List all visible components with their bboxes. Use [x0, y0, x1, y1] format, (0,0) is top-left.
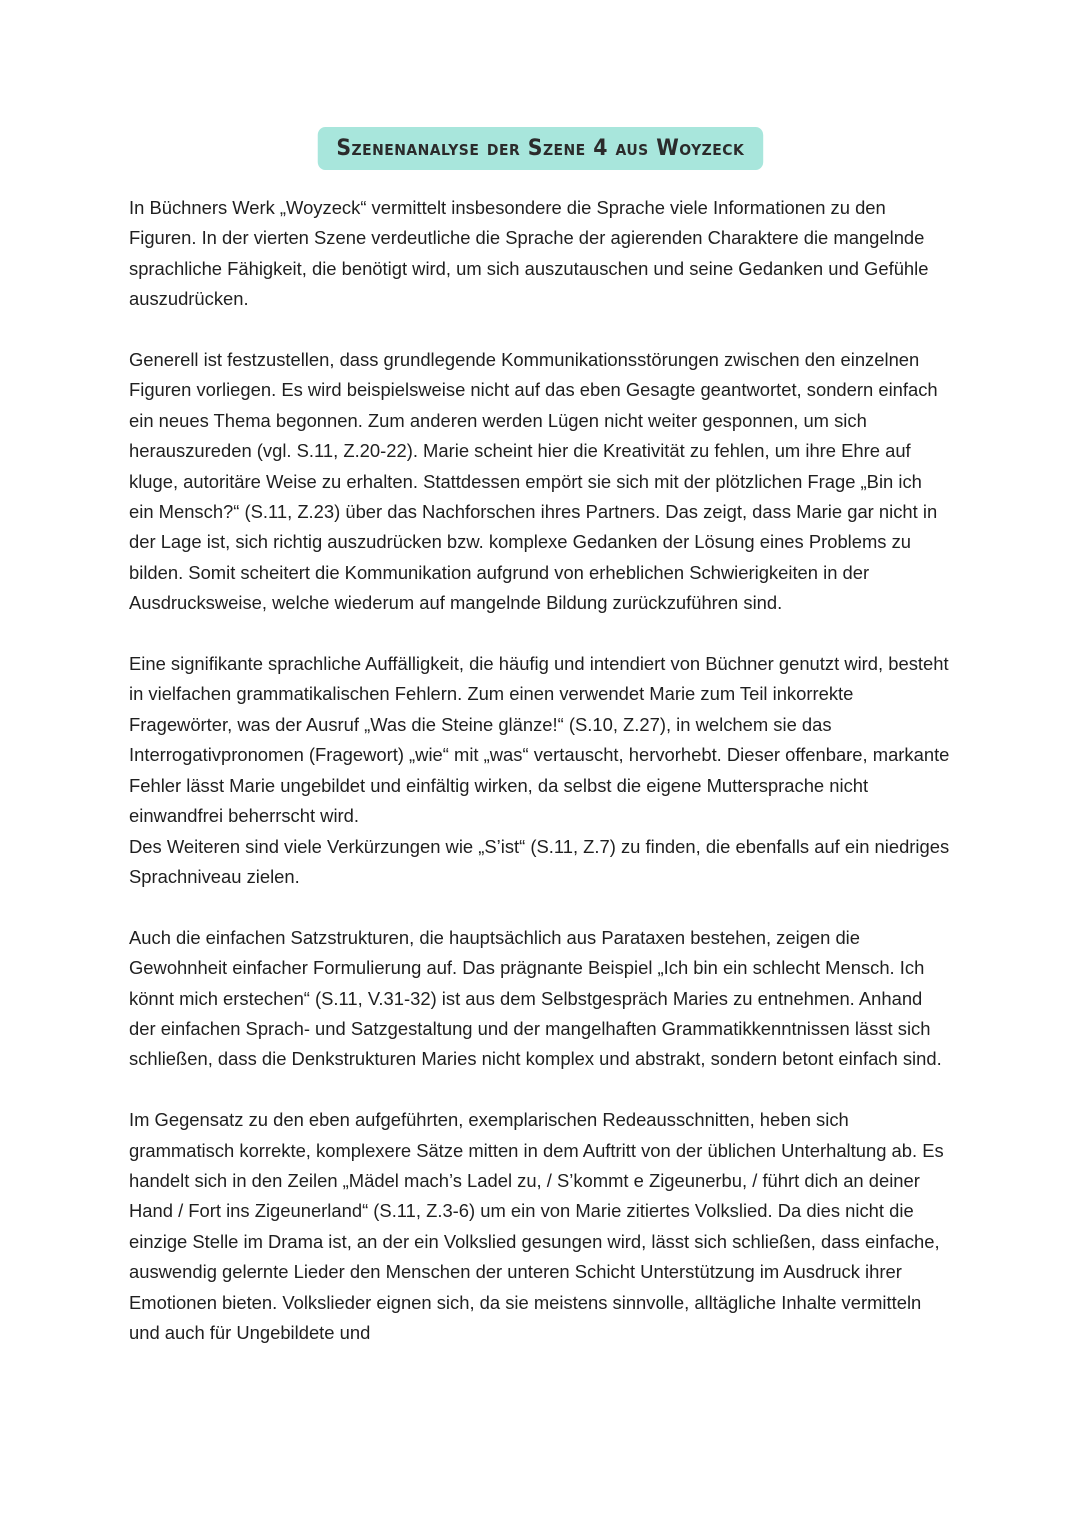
paragraph-communication: Generell ist festzustellen, dass grundlegende Kommunikationsstörungen zwischen den einzelnen Figuren vorliegen. Es wird beispielsweise nicht auf das eben Gesagte geantwortet, sondern einfach ein neues Thema begonnen. Zum anderen werden Lügen nicht weiter gesponnen, um sich herauszureden (vgl. S.11, Z.20-22). Marie scheint hier die Kreativität zu fehlen, um ihre Ehre auf kluge, autoritäre Weise zu erhalten. Stattdessen empört sie sich mit der plötzlichen Frage „Bin ich ein Mensch?“ (S.11, Z.23) über das Nachforschen ihres Partners. Das zeigt, dass Marie gar nicht in der Lage ist, sich richtig auszudrücken bzw. komplexe Gedanken der Lösung eines Problems zu bilden. Somit scheitert die Kommunikation aufgrund von erheblichen Schwierigkeiten in der Ausdrucksweise, welche wiederum auf mangelnde Bildung zurückzuführen sind.: [129, 349, 938, 614]
document-body: [129, 193, 951, 1379]
title-container: [0, 127, 1080, 170]
paragraph-folk-song: Im Gegensatz zu den eben aufgeführten, exemplarischen Redeausschnitten, heben sich grammatisch korrekte, komplexere Sätze mitten in dem Auftritt von der üblichen Unterhaltung ab. Es handelt sich in den Zeilen „Mädel mach’s Ladel zu, / S’kommt e Zigeunerbu, / führt dich an deiner Hand / Fort ins Zigeunerland“ (S.11, Z.3-6) um ein von Marie zitiertes Volkslied. Da dies nicht die einzige Stelle im Drama ist, an der ein Volkslied gesungen wird, lässt sich schließen, dass einfache, auswendig gelernte Lieder den Menschen der unteren Schicht Unterstützung im Ausdruck ihrer Emotionen bieten. Volkslieder eignen sich, da sie meistens sinnvolle, alltägliche Inhalte vermitteln und auch für Ungebildete und: [129, 1109, 944, 1343]
paragraph-grammar-errors: Eine signifikante sprachliche Auffälligkeit, die häufig und intendiert von Büchner genutzt wird, besteht in vielfachen grammatikalischen Fehlern. Zum einen verwendet Marie zum Teil inkorrekte Fragewörter, was der Ausruf „Was die Steine glänze!“ (S.10, Z.27), in welchem sie das Interrogativpronomen (Fragewort) „wie“ mit „was“ vertauscht, hervorhebt. Dieser offenbare, markante Fehler lässt Marie ungebildet und einfältig wirken, da selbst die eigene Muttersprache nicht einwandfrei beherrscht wird.: [129, 653, 950, 827]
paragraph-sentence-structure: Auch die einfachen Satzstrukturen, die hauptsächlich aus Parataxen bestehen, zeigen die Gewohnheit einfacher Formulierung auf. Das prägnante Beispiel „Ich bin ein schlecht Mensch. Ich könnt mich erstechen“ (S.11, V.31-32) ist aus dem Selbstgespräch Maries zu entnehmen. Anhand der einfachen Sprach- und Satzgestaltung und der mangelhaften Grammatikkenntnissen lässt sich schließen, dass die Denkstrukturen Maries nicht komplex und abstrakt, sondern betont einfach sind.: [129, 926, 942, 1070]
paragraph-abbreviations: Des Weiteren sind viele Verkürzungen wie „S’ist“ (S.11, Z.7) zu finden, die ebenfalls auf ein niedriges Sprachniveau zielen.: [129, 835, 950, 887]
document-title: Szenenanalyse der Szene 4 aus Woyzeck: [317, 127, 762, 170]
paragraph-introduction: In Büchners Werk „Woyzeck“ vermittelt insbesondere die Sprache viele Informationen zu den Figuren. In der vierten Szene verdeutliche die Sprache der agierenden Charaktere die mangelnde sprachliche Fähigkeit, die benötigt wird, um sich auszutauschen und seine Gedanken und Gefühle auszudrücken.: [129, 197, 929, 310]
